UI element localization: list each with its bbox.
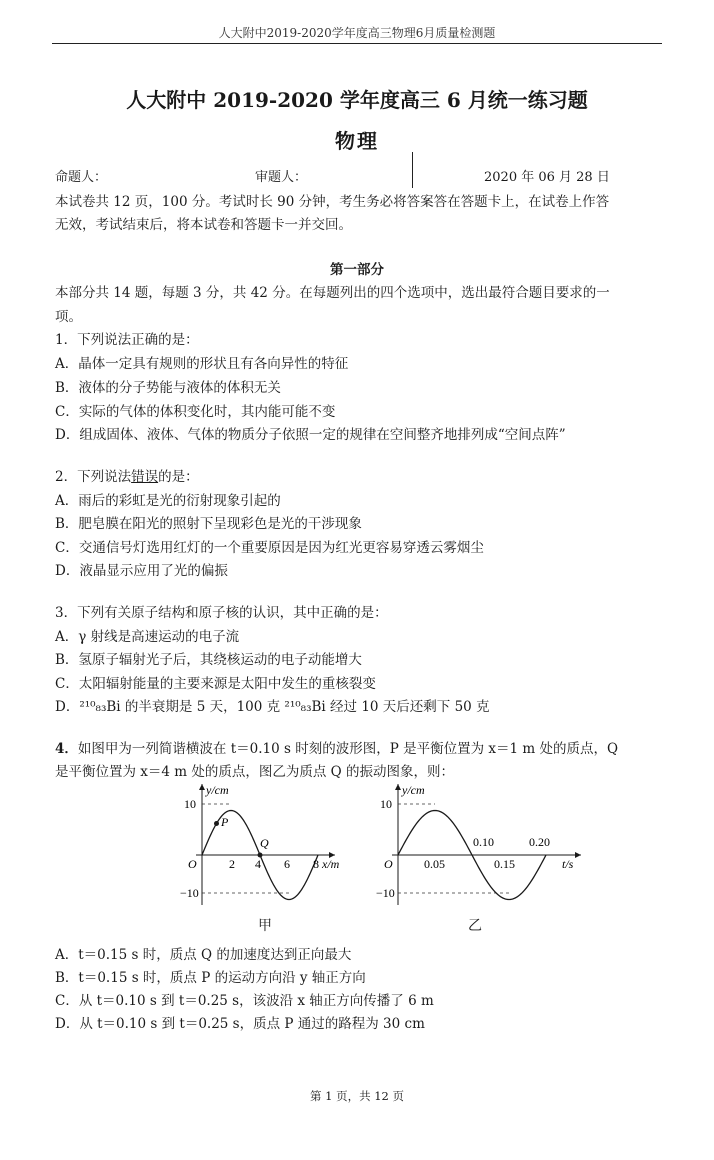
jia-y-tick-10: 10 [184,797,196,811]
exam-date: 2020 年 06 月 28 日 [484,170,610,185]
q4-stem-line-2: 是平衡位置为 x＝4 m 处的质点，图乙为质点 Q 的振动图象，则： [55,764,455,780]
section-intro-line-1: 本部分共 14 题，每题 3 分，共 42 分。在每题列出的四个选项中，选出最符合题目要求的一 [55,285,610,301]
jia-x-tick-8: 8 [313,857,319,871]
jia-x-tick-2: 2 [229,857,235,871]
q4-option-a: A．t＝0.15 s 时，质点 Q 的加速度达到正向最大 [55,947,352,963]
q3-option-a: A．γ 射线是高速运动的电子流 [55,629,240,645]
running-header: 人大附中2019-2020学年度高三物理6月质量检测题 [218,26,496,40]
jia-label-p: P [221,815,229,829]
q2-option-b: B．肥皂膜在阳光的照射下呈现彩色是光的干涉现象 [55,516,362,532]
q4-option-b: B．t＝0.15 s 时，质点 P 的运动方向沿 y 轴正方向 [55,970,366,986]
q4-option-d: D．从 t＝0.10 s 到 t＝0.25 s，质点 P 通过的路程为 30 cm [55,1016,425,1032]
section-title: 第一部分 [330,262,384,278]
q3-option-d: D．²¹⁰₈₃Bi 的半衰期是 5 天，100 克 ²¹⁰₈₃Bi 经过 10 天后还剩下 50 克 [55,699,490,715]
yi-x-tick-0-15: 0.15 [494,857,515,871]
q2-stem-post: 的是： [158,469,199,485]
q3-stem: 3．下列有关原子结构和原子核的认识，其中正确的是： [55,605,388,621]
paper-title: 人大附中 2019-2020 学年度高三 6 月统一练习题 [126,88,588,112]
yi-y-tick-10: 10 [380,797,392,811]
figure-yi-caption: 乙 [468,918,482,934]
instructions-line-1: 本试卷共 12 页，100 分。考试时长 90 分钟，考生务必将答案答在答题卡上，在试卷上作答 [55,194,610,210]
q2-stem-keyword: 错误 [131,469,159,485]
q1-stem: 1．下列说法正确的是： [55,332,199,348]
q4-option-c: C．从 t＝0.10 s 到 t＝0.25 s，该波沿 x 轴正方向传播了 6 m [55,993,434,1009]
q4-number: 4． [55,741,78,757]
q1-option-b: B．液体的分子势能与液体的体积无关 [55,380,281,396]
q2-option-d: D．液晶显示应用了光的偏振 [55,563,228,579]
jia-label-q: Q [260,836,269,850]
yi-x-tick-0-20: 0.20 [529,835,550,849]
jia-x-label: x/m [322,857,340,871]
instructions-line-2: 无效，考试结束后，将本试卷和答题卡一并交回。 [55,217,352,233]
q4-stem-line-1 [55,737,618,757]
header-rule [52,43,662,44]
jia-y-label: y/cm [206,783,229,797]
q4-stem-text-1: 如图甲为一列简谐横波在 t＝0.10 s 时刻的波形图，P 是平衡位置为 x＝1 m 处的质点，Q [77,741,619,757]
q2-option-c: C．交通信号灯选用红灯的一个重要原因是因为红光更容易穿透云雾烟尘 [55,540,484,556]
figure-jia-caption: 甲 [258,918,272,934]
yi-y-tick-neg10: −10 [376,886,395,900]
page-footer: 第 1 页，共 12 页 [309,1089,405,1103]
jia-origin: O [188,857,197,871]
q2-stem-pre: 2．下列说法 [55,469,132,485]
reviewer-field: 审题人： [255,170,308,185]
author-field: 命题人： [55,170,108,185]
q1-option-c: C．实际的气体的体积变化时，其内能可能不变 [55,404,336,420]
subject-title: 物理 [335,129,379,153]
jia-y-tick-neg10: −10 [180,886,199,900]
meta-divider [412,152,413,188]
yi-x-tick-0-05: 0.05 [424,857,445,871]
yi-y-label: y/cm [402,783,425,797]
q3-option-c: C．太阳辐射能量的主要来源是太阳中发生的重核裂变 [55,676,376,692]
yi-origin: O [384,857,393,871]
q2-stem [55,465,199,485]
yi-x-tick-0-10: 0.10 [473,835,494,849]
jia-x-tick-4: 4 [255,857,261,871]
q1-option-a: A．晶体一定具有规则的形状且有各向异性的特征 [55,356,349,372]
q1-option-d: D．组成固体、液体、气体的物质分子依照一定的规律在空间整齐地排列成“空间点阵” [55,427,566,443]
jia-x-tick-6: 6 [284,857,290,871]
yi-x-label: t/s [562,857,574,871]
section-intro-line-2: 项。 [55,309,82,325]
q3-option-b: B．氢原子辐射光子后，其绕核运动的电子动能增大 [55,652,362,668]
jia-point-p [214,821,219,826]
figure-yi [376,780,586,910]
q2-option-a: A．雨后的彩虹是光的衍射现象引起的 [55,493,281,509]
figure-jia [180,780,350,910]
